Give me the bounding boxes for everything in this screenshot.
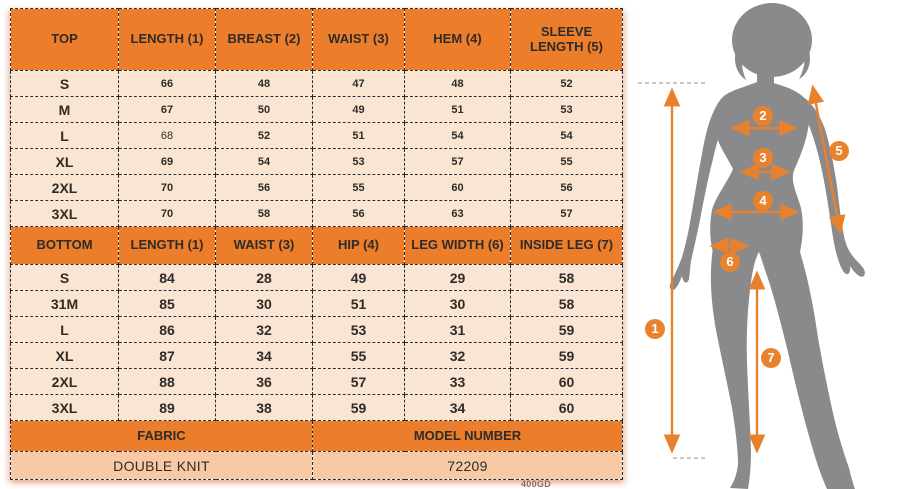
top-row bbox=[11, 149, 623, 175]
top-header-cell: HEM (4) bbox=[405, 9, 511, 71]
value-cell: 34 bbox=[216, 343, 313, 369]
bottom-header-cell: WAIST (3) bbox=[216, 227, 313, 265]
size-cell: M bbox=[11, 97, 119, 123]
value-cell: 54 bbox=[511, 123, 623, 149]
value-cell: 28 bbox=[216, 265, 313, 291]
fabric-value-cell: DOUBLE KNIT bbox=[11, 452, 313, 480]
value-cell: 56 bbox=[511, 175, 623, 201]
top-header-cell: WAIST (3) bbox=[313, 9, 405, 71]
value-cell: 32 bbox=[216, 317, 313, 343]
size-cell: 2XL bbox=[11, 369, 119, 395]
marker-5-badge: 5 bbox=[829, 141, 849, 161]
value-cell: 51 bbox=[313, 123, 405, 149]
value-cell: 31 bbox=[405, 317, 511, 343]
size-cell: 3XL bbox=[11, 201, 119, 227]
value-cell: 54 bbox=[216, 149, 313, 175]
value-cell: 87 bbox=[119, 343, 216, 369]
value-cell: 55 bbox=[313, 343, 405, 369]
top-row bbox=[11, 123, 623, 149]
bottom-header-cell: LENGTH (1) bbox=[119, 227, 216, 265]
value-cell: 58 bbox=[511, 265, 623, 291]
value-cell: 57 bbox=[405, 149, 511, 175]
top-row bbox=[11, 175, 623, 201]
value-cell: 86 bbox=[119, 317, 216, 343]
top-header-cell: TOP bbox=[11, 9, 119, 71]
value-cell: 58 bbox=[511, 291, 623, 317]
value-cell: 69 bbox=[119, 149, 216, 175]
marker-4-badge: 4 bbox=[753, 191, 773, 211]
bottom-row bbox=[11, 265, 623, 291]
marker-3-badge: 3 bbox=[753, 148, 773, 168]
size-cell: S bbox=[11, 71, 119, 97]
top-row bbox=[11, 201, 623, 227]
value-cell: 70 bbox=[119, 201, 216, 227]
size-cell: 31M bbox=[11, 291, 119, 317]
value-cell: 59 bbox=[511, 317, 623, 343]
size-chart-table bbox=[10, 8, 623, 480]
value-cell: 30 bbox=[216, 291, 313, 317]
fabric-header-cell: FABRIC bbox=[11, 421, 313, 452]
value-cell: 56 bbox=[216, 175, 313, 201]
footer-header-row bbox=[11, 421, 623, 452]
value-cell: 48 bbox=[405, 71, 511, 97]
value-cell: 60 bbox=[511, 369, 623, 395]
model-number-header-cell: MODEL NUMBER bbox=[313, 421, 623, 452]
top-header-row bbox=[11, 9, 623, 71]
value-cell: 70 bbox=[119, 175, 216, 201]
bottom-row bbox=[11, 317, 623, 343]
value-cell: 66 bbox=[119, 71, 216, 97]
size-cell: S bbox=[11, 265, 119, 291]
value-cell: 53 bbox=[511, 97, 623, 123]
value-cell: 54 bbox=[405, 123, 511, 149]
value-cell: 50 bbox=[216, 97, 313, 123]
marker-2-badge: 2 bbox=[753, 106, 773, 126]
footer-value-row bbox=[11, 452, 623, 480]
value-cell: 52 bbox=[216, 123, 313, 149]
marker-1-badge: 1 bbox=[645, 319, 665, 339]
bottom-header-row bbox=[11, 227, 623, 265]
value-cell: 57 bbox=[511, 201, 623, 227]
model-number-value-cell: 72209 bbox=[313, 452, 623, 480]
value-cell: 67 bbox=[119, 97, 216, 123]
value-cell: 58 bbox=[216, 201, 313, 227]
value-cell: 57 bbox=[313, 369, 405, 395]
value-cell: 32 bbox=[405, 343, 511, 369]
value-cell: 63 bbox=[405, 201, 511, 227]
bottom-row bbox=[11, 291, 623, 317]
value-cell: 52 bbox=[511, 71, 623, 97]
bottom-header-cell: BOTTOM bbox=[11, 227, 119, 265]
value-cell: 33 bbox=[405, 369, 511, 395]
bottom-header-cell: LEG WIDTH (6) bbox=[405, 227, 511, 265]
top-row bbox=[11, 71, 623, 97]
value-cell: 68 bbox=[119, 123, 216, 149]
woman-silhouette bbox=[670, 3, 865, 489]
top-header-cell: LENGTH (1) bbox=[119, 9, 216, 71]
value-cell: 88 bbox=[119, 369, 216, 395]
value-cell: 59 bbox=[511, 343, 623, 369]
top-row bbox=[11, 97, 623, 123]
value-cell: 60 bbox=[511, 395, 623, 421]
value-cell: 55 bbox=[511, 149, 623, 175]
value-cell: 30 bbox=[405, 291, 511, 317]
bottom-row bbox=[11, 369, 623, 395]
marker-6-badge: 6 bbox=[720, 252, 740, 272]
bottom-header-cell: INSIDE LEG (7) bbox=[511, 227, 623, 265]
value-cell: 53 bbox=[313, 149, 405, 175]
size-cell: 2XL bbox=[11, 175, 119, 201]
value-cell: 47 bbox=[313, 71, 405, 97]
value-cell: 38 bbox=[216, 395, 313, 421]
top-header-cell: SLEEVE LENGTH (5) bbox=[511, 9, 623, 71]
size-cell: XL bbox=[11, 149, 119, 175]
value-cell: 29 bbox=[405, 265, 511, 291]
value-cell: 49 bbox=[313, 97, 405, 123]
value-cell: 34 bbox=[405, 395, 511, 421]
value-cell: 56 bbox=[313, 201, 405, 227]
body-silhouette-diagram bbox=[630, 0, 900, 489]
value-cell: 49 bbox=[313, 265, 405, 291]
value-cell: 60 bbox=[405, 175, 511, 201]
watermark-text: 400GD bbox=[521, 479, 552, 489]
size-cell: 3XL bbox=[11, 395, 119, 421]
value-cell: 89 bbox=[119, 395, 216, 421]
value-cell: 36 bbox=[216, 369, 313, 395]
value-cell: 48 bbox=[216, 71, 313, 97]
bottom-row bbox=[11, 395, 623, 421]
value-cell: 53 bbox=[313, 317, 405, 343]
bottom-row bbox=[11, 343, 623, 369]
top-header-cell: BREAST (2) bbox=[216, 9, 313, 71]
size-cell: L bbox=[11, 317, 119, 343]
value-cell: 85 bbox=[119, 291, 216, 317]
value-cell: 84 bbox=[119, 265, 216, 291]
measurement-figure bbox=[630, 0, 900, 489]
value-cell: 59 bbox=[313, 395, 405, 421]
value-cell: 51 bbox=[405, 97, 511, 123]
marker-7-badge: 7 bbox=[761, 348, 781, 368]
size-cell: XL bbox=[11, 343, 119, 369]
size-cell: L bbox=[11, 123, 119, 149]
value-cell: 55 bbox=[313, 175, 405, 201]
value-cell: 51 bbox=[313, 291, 405, 317]
bottom-header-cell: HIP (4) bbox=[313, 227, 405, 265]
